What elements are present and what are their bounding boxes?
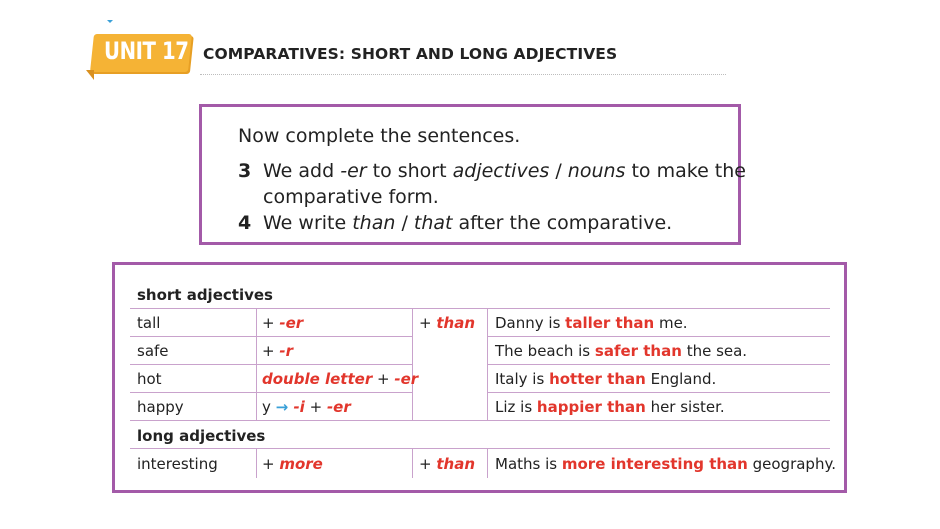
rule-text: y xyxy=(262,398,276,416)
table-divider xyxy=(130,392,412,393)
rule-cell xyxy=(262,314,303,332)
suffix: -er xyxy=(394,370,419,388)
example-cell xyxy=(495,370,716,388)
table-col-divider xyxy=(487,308,488,420)
example-text: geography. xyxy=(747,455,836,473)
than-word: than xyxy=(436,314,475,332)
title-divider xyxy=(200,74,726,75)
table-divider xyxy=(487,336,830,337)
unit-label: UNIT 17 xyxy=(104,37,189,65)
table-divider xyxy=(130,364,412,365)
rule-cell xyxy=(262,342,293,360)
long-adjectives-header: long adjectives xyxy=(137,427,266,445)
plus-sign: + xyxy=(262,342,280,360)
rule-text: to make the xyxy=(625,160,746,182)
example-text: Maths is xyxy=(495,455,562,473)
plus-sign: + xyxy=(419,455,437,473)
table-col-divider xyxy=(256,308,257,420)
table-divider xyxy=(487,392,830,393)
plus-sign: + xyxy=(262,455,280,473)
example-text: the sea. xyxy=(681,342,748,360)
table-col-divider xyxy=(256,448,257,478)
rule-text: to short xyxy=(366,160,453,182)
example-text: me. xyxy=(654,314,688,332)
page-title: COMPARATIVES: SHORT AND LONG ADJECTIVES xyxy=(203,45,618,63)
unit-badge-fold xyxy=(86,70,94,80)
short-adjectives-header: short adjectives xyxy=(137,286,273,304)
suffix: -er xyxy=(279,314,304,332)
table-col-divider xyxy=(412,448,413,478)
table-col-divider xyxy=(487,448,488,478)
example-text: The beach is xyxy=(495,342,595,360)
than-cell xyxy=(419,455,475,473)
rule-option[interactable]: nouns xyxy=(567,160,626,182)
rule-option[interactable]: than xyxy=(352,212,396,234)
example-cell xyxy=(495,398,725,416)
rule-text: We write xyxy=(263,212,353,234)
example-highlight: safer than xyxy=(594,342,682,360)
arrow-right-icon: → xyxy=(275,398,289,416)
rule-italic: double letter xyxy=(262,370,373,388)
example-cell xyxy=(495,314,688,332)
rule-number: 4 xyxy=(238,212,252,234)
rule-cell xyxy=(262,370,418,388)
table-divider xyxy=(130,336,412,337)
suffix: -r xyxy=(279,342,293,360)
rule-3-line2: comparative form. xyxy=(263,186,439,208)
example-text: Danny is xyxy=(495,314,566,332)
than-word: than xyxy=(436,455,475,473)
example-text: her sister. xyxy=(645,398,725,416)
rule-number: 3 xyxy=(238,160,252,182)
plus-sign: + xyxy=(304,398,327,416)
table-divider xyxy=(130,448,830,449)
example-cell xyxy=(495,342,747,360)
more-word: more xyxy=(279,455,323,473)
rule-separator: / xyxy=(549,160,568,182)
example-highlight: more interesting than xyxy=(561,455,748,473)
adjective-cell: interesting xyxy=(137,455,218,473)
table-divider xyxy=(130,308,830,309)
plus-sign: + xyxy=(262,314,280,332)
example-cell xyxy=(495,455,836,473)
example-highlight: happier than xyxy=(536,398,646,416)
rule-cell xyxy=(262,455,323,473)
rules-heading: Now complete the sentences. xyxy=(238,125,521,147)
rule-italic: -er xyxy=(340,160,367,182)
example-text: Italy is xyxy=(495,370,550,388)
adjective-cell: hot xyxy=(137,370,162,388)
rule-option[interactable]: adjectives xyxy=(452,160,550,182)
example-text: Liz is xyxy=(495,398,537,416)
corner-tick-icon xyxy=(107,20,113,23)
adjective-cell: happy xyxy=(137,398,184,416)
rule-3 xyxy=(238,160,746,182)
adjective-cell: safe xyxy=(137,342,169,360)
table-divider xyxy=(487,364,830,365)
rule-option[interactable]: that xyxy=(413,212,453,234)
table-col-divider xyxy=(412,308,413,420)
rule-separator: / xyxy=(395,212,414,234)
rule-text: after the comparative. xyxy=(452,212,673,234)
rule-cell xyxy=(262,398,351,416)
plus-sign: + xyxy=(419,314,437,332)
rule-text: We add xyxy=(263,160,341,182)
adjective-cell: tall xyxy=(137,314,161,332)
example-highlight: hotter than xyxy=(549,370,646,388)
example-text: England. xyxy=(645,370,717,388)
suffix: -er xyxy=(326,398,351,416)
suffix: -i xyxy=(288,398,305,416)
rule-4 xyxy=(238,212,672,234)
plus-sign: + xyxy=(372,370,395,388)
than-cell xyxy=(419,314,475,332)
table-divider xyxy=(130,420,830,421)
example-highlight: taller than xyxy=(565,314,655,332)
